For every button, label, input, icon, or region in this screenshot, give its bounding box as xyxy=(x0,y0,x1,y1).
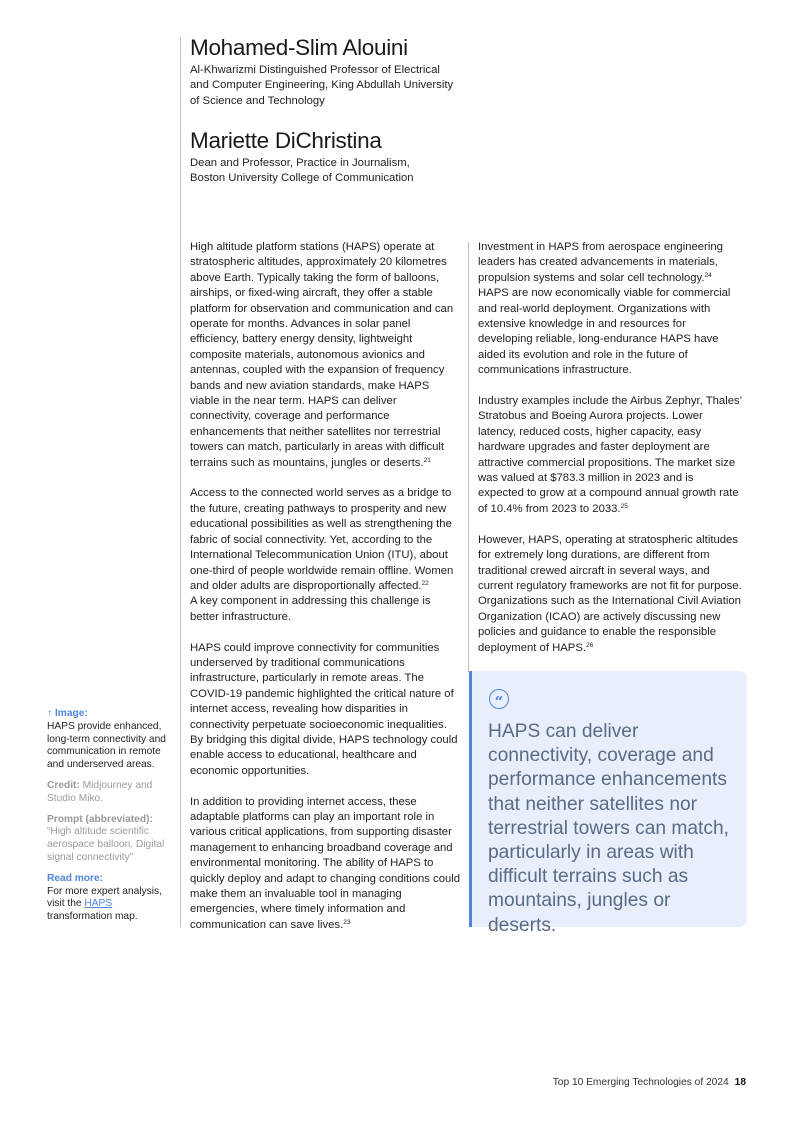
image-caption-text: HAPS provide enhanced, long-term connectivity and communication in remote and underserved areas. xyxy=(47,720,166,771)
paragraph: High altitude platform stations (HAPS) operate at stratospheric altitudes, approximately 20 kilometres above Earth. Typically taking the form of balloons, airships, or fixed-wing aircraft, they offer a stable platform for observation and communication and can operate for months. Advances in solar panel efficiency, battery energy density, lightweight composite materials, autonomous avionics and antennas, coupled with the expansion of frequency bands and new aviation standards, make HAPS viable in the near term. HAPS can deliver connectivity, coverage and performance enhancements that neither satellites nor terrestrial towers can match, particularly in areas with difficult terrains such as mountains, jungles or deserts.$^{21}$ xyxy=(190,241,454,469)
footnote-ref: 26 xyxy=(586,641,594,649)
up-arrow-icon: ↑ xyxy=(47,708,53,719)
author-role-1: Al-Khwarizmi Distinguished Professor of Electrical and Computer Engineering, King Abdullah University of Science and Technology xyxy=(190,64,454,107)
author-role-2: Dean and Professor, Practice in Journalism, Boston University College of Communication xyxy=(190,157,414,185)
paragraph: Access to the connected world serves as a bridge to the future, creating pathways to prosperity and new educational possibilities as well as strengthening the fabric of social connectivity. Yet, according to the International Telecommunication Union (ITU), about one-third of people worldwide remain offline. Women and older adults are disproportionally affected.$^{22}$ A key component in addressing this challenge is better infrastructure. xyxy=(190,487,454,623)
image-caption xyxy=(47,708,175,924)
pull-quote xyxy=(469,671,747,936)
footnote-ref: 25 xyxy=(620,502,628,510)
body-column-left xyxy=(190,240,461,949)
read-more-label: Read more: xyxy=(47,872,104,884)
footnote-ref: 22 xyxy=(421,579,429,587)
pull-quote-text: HAPS can deliver connectivity, coverage and performance enhancements that neither satellites nor terrestrial towers can match, particularly in areas with difficult terrains such as mountains, jungles or deserts. xyxy=(488,721,729,936)
credit-text: Midjourney and Studio Miko. xyxy=(47,779,153,804)
prompt-label: Prompt (abbreviated): xyxy=(47,813,153,825)
author-divider-rule xyxy=(180,37,181,927)
paragraph: In addition to providing internet access, these adaptable platforms can play an important role in various critical applications, from supporting disaster management to enhancing broadband coverage and environmental monitoring. The ability of HAPS to quickly deploy and adapt to changing conditions could make them an invaluable tool in managing emergencies, where timely information and communication can save lives.$^{23}$ xyxy=(190,795,461,931)
footnote-ref: 23 xyxy=(343,918,351,926)
paragraph: Investment in HAPS from aerospace engineering leaders has created advancements in materials, propulsion systems and solar cell technology.$^{24}$ HAPS are now economically viable for commercial and real-world deployment. Organizations with extensive knowledge in and resources for developing reliable, long-endurance HAPS have aided its evolution and role in the future of communications infrastructure. xyxy=(478,241,731,377)
footnote-ref: 24 xyxy=(704,271,712,279)
author-name-1: Mohamed-Slim Alouini xyxy=(190,35,408,60)
page-footer xyxy=(553,1077,746,1088)
body-column-right xyxy=(478,240,742,671)
footnote-ref: 21 xyxy=(423,456,431,464)
footer-title: Top 10 Emerging Technologies of 2024 xyxy=(552,1077,729,1088)
paragraph: However, HAPS, operating at stratospheric altitudes for extremely long durations, are different from traditional crewed aircraft in several ways, and current regulatory frameworks are not fit for purpose. Organizations such as the International Civil Aviation Organization (ICAO) are actively discussing new policies and guidance to enable the responsible deployment of HAPS.$^{26}$ xyxy=(478,533,742,654)
haps-transformation-map-link[interactable]: HAPS xyxy=(84,898,113,910)
quote-mark-icon: “ xyxy=(489,689,509,709)
credit-label: Credit: xyxy=(47,779,80,791)
author-name-2: Mariette DiChristina xyxy=(190,128,382,153)
paragraph: HAPS could improve connectivity for communities underserved by traditional communications infrastructure, particularly in remote areas. The COVID-19 pandemic highlighted the critical nature of internet access, revealing how disparities in connectivity perpetuate socioeconomic inequalities. By bridging this digital divide, HAPS technology could enable access to educational, healthcare and economic opportunities. xyxy=(190,641,458,777)
image-label: Image: xyxy=(54,708,88,719)
paragraph: Industry examples include the Airbus Zephyr, Thales’ Stratobus and Boeing Aurora projects. Lower latency, reduced costs, higher capacity, easy hardware upgrades and faster deployment are attractive commercial propositions. The market size was valued at $783.3 million in 2023 and is expected to grow at a compound annual growth rate of 10.4% from 2023 to 2033.25 xyxy=(478,395,742,515)
column-divider-rule xyxy=(468,242,469,672)
prompt-text: “High altitude scientific aerospace balloon. Digital signal connectivity” xyxy=(47,826,165,863)
read-more-text: For more expert analysis, visit the HAPS transformation map. xyxy=(47,885,162,923)
page-number: 18 xyxy=(734,1077,746,1088)
